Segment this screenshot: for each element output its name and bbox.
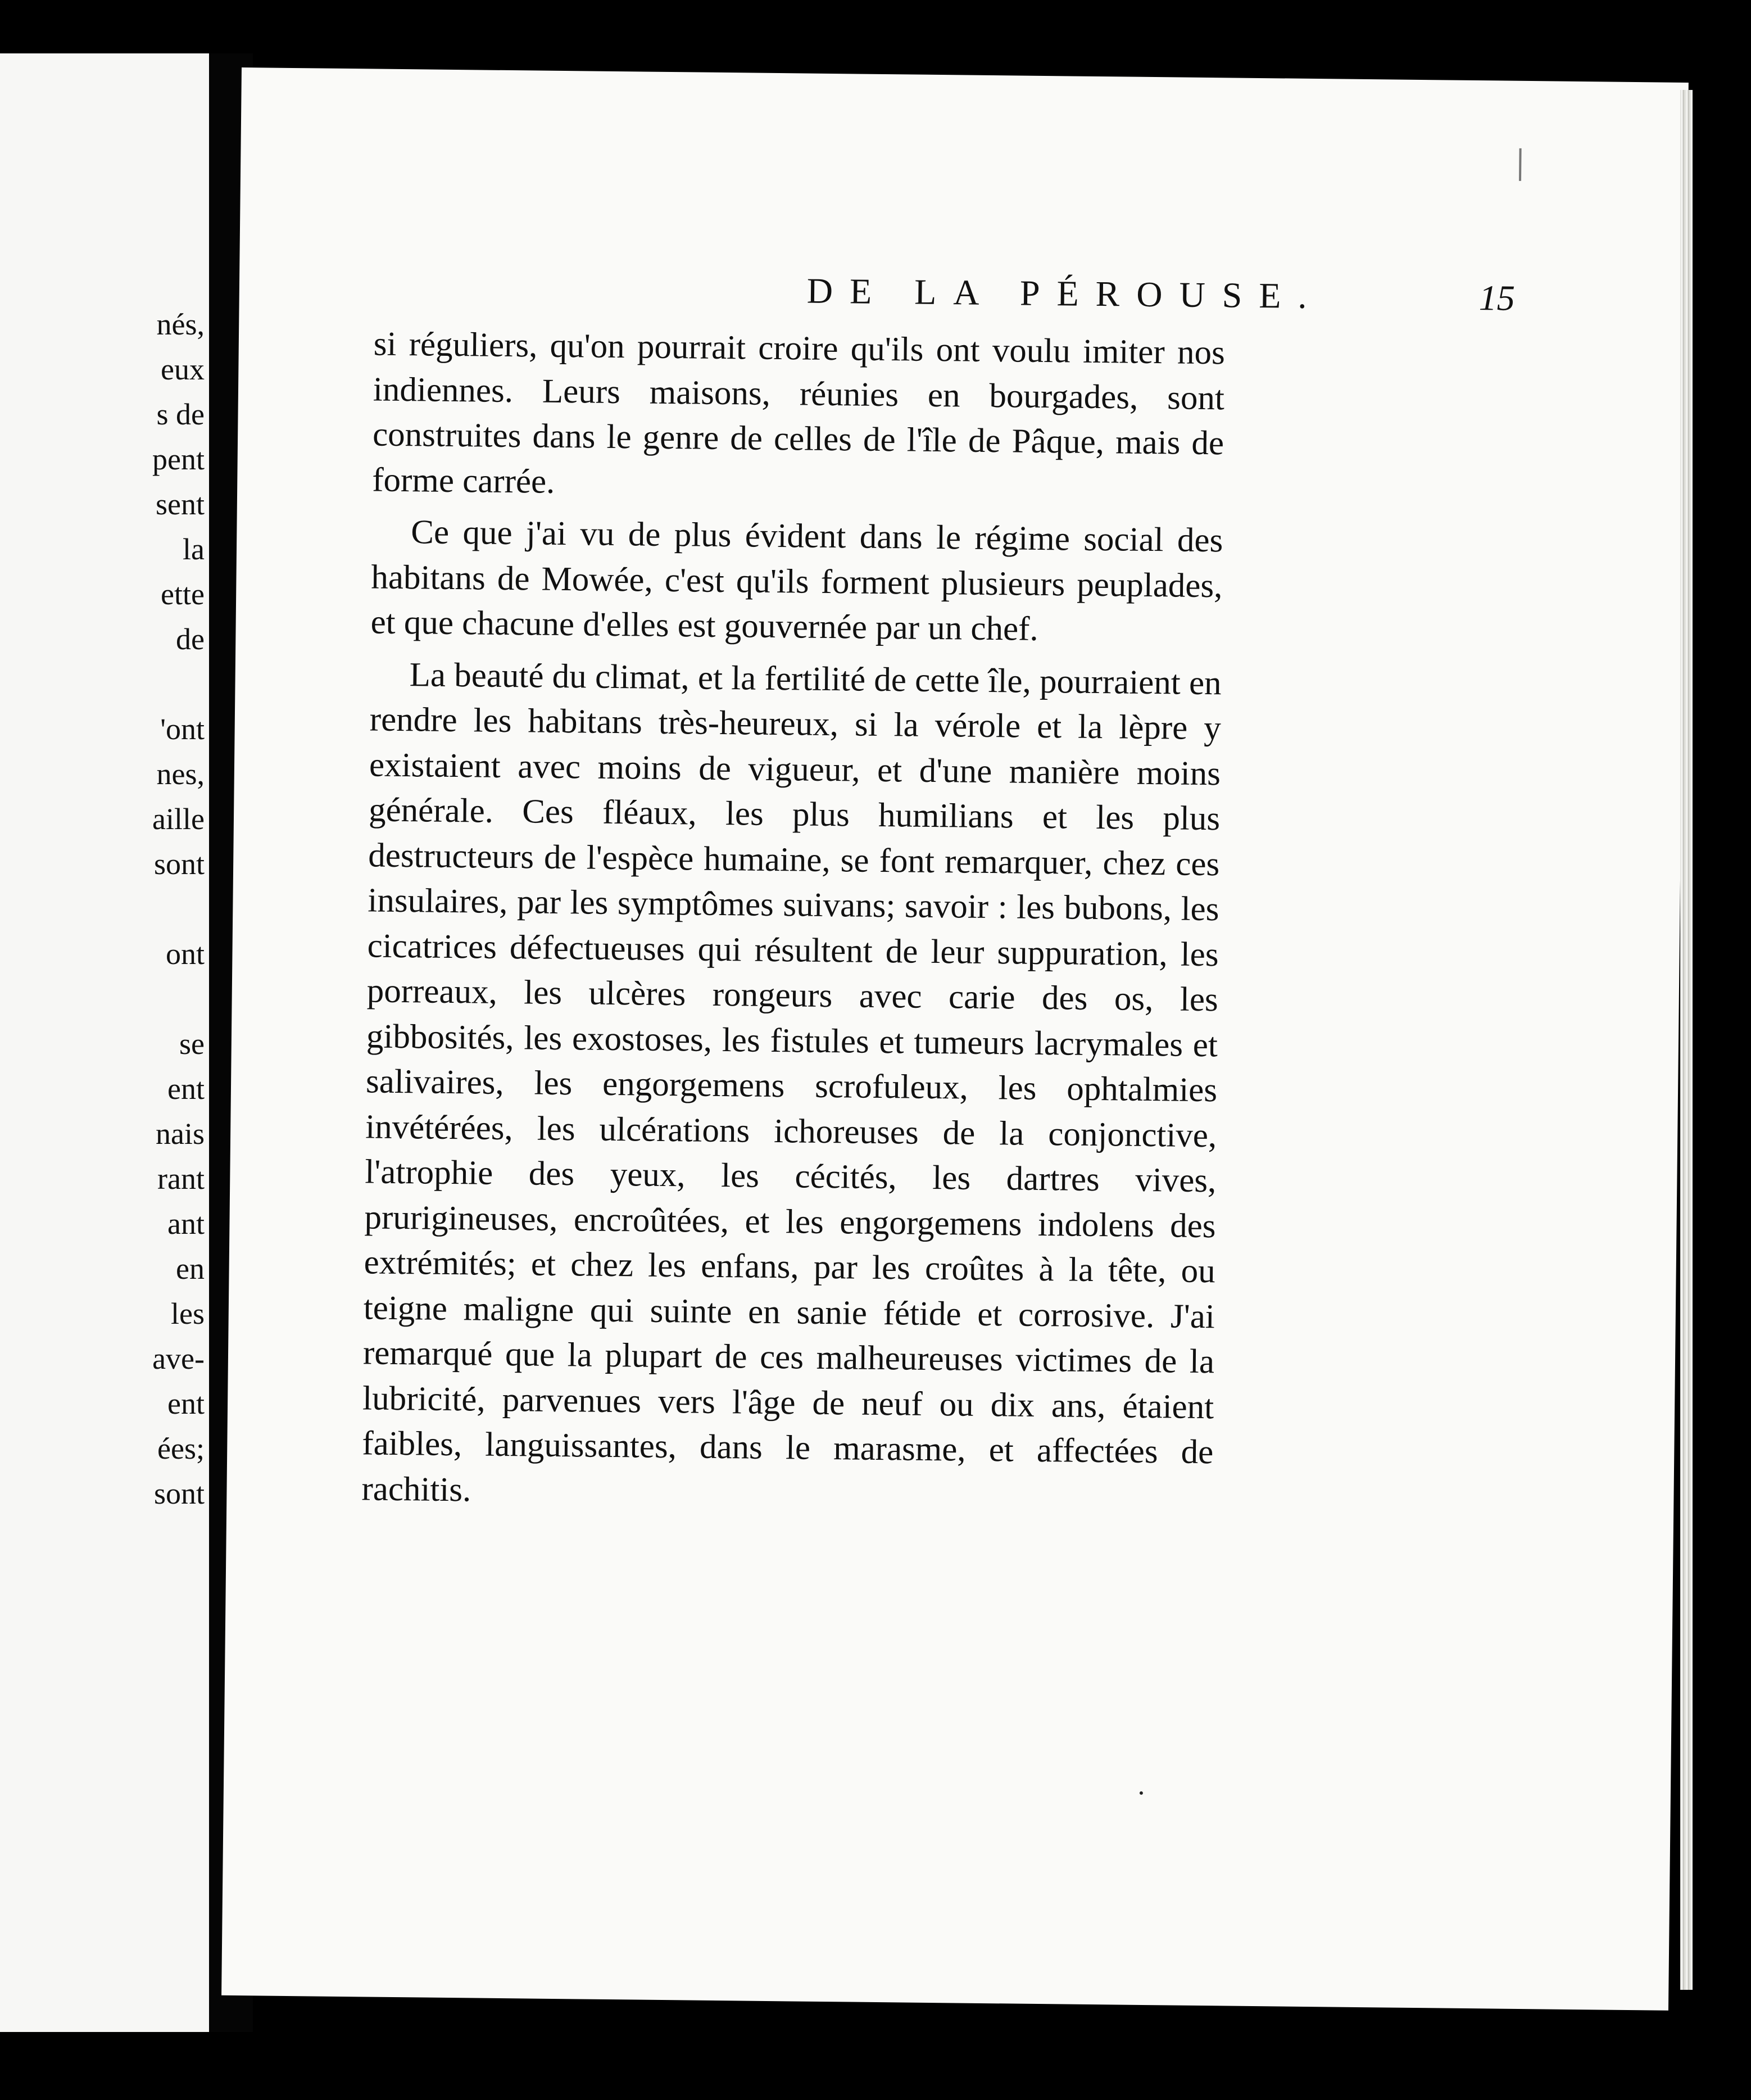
- left-page-line: sont: [153, 847, 205, 881]
- left-page-line: ent: [167, 1387, 205, 1420]
- left-page-line: sont: [153, 1477, 205, 1510]
- left-page-line: nés,: [156, 307, 205, 341]
- left-page-line: rant: [157, 1162, 205, 1196]
- left-page-line: les: [171, 1297, 205, 1330]
- page-number: 15: [1478, 278, 1516, 318]
- page-speck: [1140, 1791, 1143, 1795]
- scan-border: [1693, 79, 1751, 1990]
- left-page-line: nes,: [156, 757, 205, 791]
- left-page-line: pent: [152, 442, 205, 476]
- left-page-line: aille: [152, 802, 205, 836]
- left-page-line: se: [179, 1027, 205, 1061]
- left-page-line: sent: [156, 487, 205, 521]
- paragraph: La beauté du climat, et la fertilité de cette île, pourraient en rendre les habitans très-heureux, si la vérole et la lèpre y existaient avec moins de vigueur, et d'une manière moins générale. Ces fléaux, les plus humilians et les plus destructeurs de l'espèce humaine, se font remarquer, chez ces insulaires, par les symptômes suivans; savoir : les bubons, les cicatrices défectueuses qui résultent de leur suppuration, les porreaux, les ulcères rongeurs avec carie des os, les gibbosités, les exostoses, les fistules et tumeurs lacrymales et salivaires, les engorgemens scrofuleux, les ophtalmies invétérées, les ulcérations ichoreuses de la conjonctive, l'atrophie des yeux, les cécités, les dartres vives, prurigineuses, encroûtées, et les engorgemens indolens des extrémités; et chez les enfans, par les croûtes à la tête, ou teigne maligne qui suinte en sanie fétide et corrosive. J'ai remarqué que la plupart de ces malheureuses victimes de la lubricité, parvenues vers l'âge de neuf ou dix ans, étaient faibles, languissantes, dans le marasme, et affectées de rachitis.: [361, 655, 1222, 1509]
- left-page: [0, 53, 209, 2032]
- left-page-line: eux: [161, 352, 205, 386]
- page-edge: [1680, 90, 1693, 1990]
- paragraph: si réguliers, qu'on pourrait croire qu'ils ont voulu imiter nos indiennes. Leurs maisons, réunies en bourgades, sont construites dans le genre de celles de l'île de Pâque, mais de forme carrée.: [371, 325, 1226, 501]
- left-page-line: la: [183, 532, 205, 566]
- paragraph: Ce que j'ai vu de plus évident dans le régime social des habitans de Mowée, c'est qu'ils forment plusieurs peuplades, et que chacune d'elles est gouvernée par un chef.: [370, 513, 1223, 648]
- left-page-line: ées;: [157, 1432, 205, 1465]
- left-page-line: de: [176, 622, 205, 656]
- left-page-line: ette: [161, 577, 205, 611]
- running-head-title: DE LA PÉROUSE.: [806, 270, 1324, 316]
- left-page-line: en: [176, 1252, 205, 1286]
- left-page-line: s de: [156, 397, 205, 431]
- left-page-line: 'ont: [160, 712, 205, 746]
- left-page-line: ont: [165, 937, 205, 971]
- right-page: [221, 67, 1689, 2011]
- left-page-line: ent: [167, 1072, 205, 1106]
- page-mark: [1519, 148, 1522, 181]
- left-page-line: ant: [167, 1207, 205, 1241]
- left-page-line: nais: [156, 1117, 205, 1151]
- running-head: [571, 268, 1516, 318]
- body-text: [361, 322, 1225, 1527]
- left-page-line: ave-: [152, 1342, 205, 1375]
